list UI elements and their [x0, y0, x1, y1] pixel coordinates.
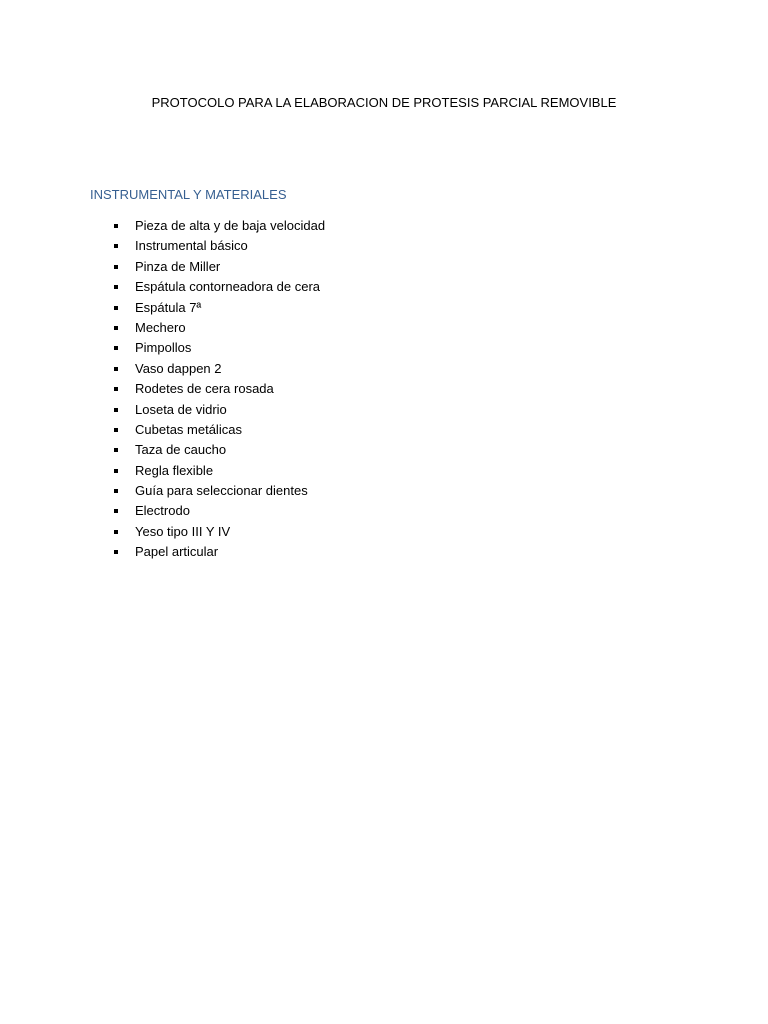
list-item-label: Papel articular [135, 544, 219, 560]
square-bullet-icon [114, 509, 118, 513]
list-item-label: Mechero [135, 319, 186, 335]
list-item [0, 318, 325, 338]
list-item [0, 501, 325, 521]
list-item-label: Yeso tipo III Y IV [135, 523, 231, 539]
square-bullet-icon [114, 367, 118, 371]
square-bullet-icon [114, 285, 118, 289]
square-bullet-icon [114, 387, 118, 391]
square-bullet-icon [114, 469, 118, 473]
list-item [0, 338, 325, 358]
list-item [0, 216, 325, 236]
list-item [0, 298, 325, 318]
materials-list [0, 216, 325, 563]
list-item-label: Electrodo [135, 503, 190, 519]
square-bullet-icon [114, 265, 118, 269]
list-item [0, 379, 325, 399]
list-item [0, 461, 325, 481]
document-title: PROTOCOLO PARA LA ELABORACION DE PROTESIS PARCIAL REMOVIBLE [151, 95, 617, 110]
list-item [0, 481, 325, 501]
list-item [0, 277, 325, 297]
list-item-label: Regla flexible [135, 462, 214, 478]
list-item-label: Pimpollos [135, 340, 192, 356]
section-heading: INSTRUMENTAL Y MATERIALES [90, 187, 287, 202]
list-item-label: Instrumental básico [135, 238, 248, 254]
square-bullet-icon [114, 346, 118, 350]
list-item-label: Pinza de Miller [135, 258, 221, 274]
list-item [0, 236, 325, 256]
list-item [0, 257, 325, 277]
list-item-label: Rodetes de cera rosada [135, 381, 274, 397]
list-item [0, 542, 325, 562]
list-item-label: Loseta de vidrio [135, 401, 227, 417]
square-bullet-icon [114, 428, 118, 432]
square-bullet-icon [114, 530, 118, 534]
list-item [0, 400, 325, 420]
square-bullet-icon [114, 448, 118, 452]
square-bullet-icon [114, 306, 118, 310]
list-item-label: Taza de caucho [135, 442, 227, 458]
list-item-label: Cubetas metálicas [135, 421, 242, 437]
list-item [0, 359, 325, 379]
square-bullet-icon [114, 244, 118, 248]
square-bullet-icon [114, 408, 118, 412]
square-bullet-icon [114, 550, 118, 554]
list-item-label: Espátula contorneadora de cera [135, 279, 321, 295]
list-item-label: Pieza de alta y de baja velocidad [135, 218, 326, 233]
list-item-label: Guía para seleccionar dientes [135, 483, 308, 499]
square-bullet-icon [114, 224, 118, 228]
square-bullet-icon [114, 326, 118, 330]
list-item [0, 420, 325, 440]
square-bullet-icon [114, 489, 118, 493]
list-item-label: Espátula 7ª [135, 299, 202, 315]
list-item [0, 522, 325, 542]
list-item-label: Vaso dappen 2 [135, 360, 222, 376]
list-item [0, 440, 325, 460]
